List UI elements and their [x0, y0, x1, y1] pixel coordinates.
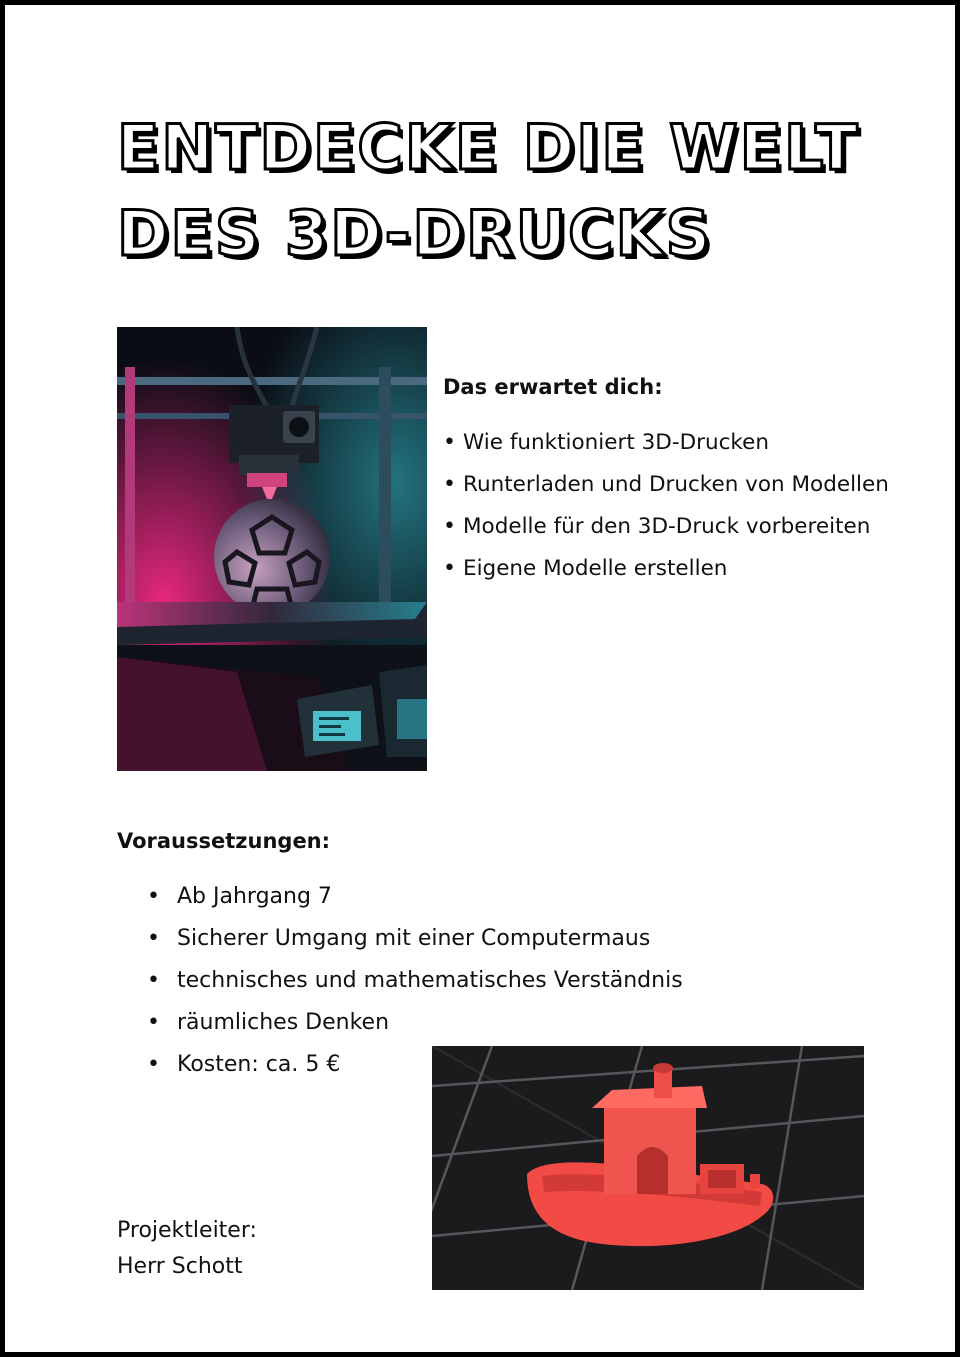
- project-lead-name: Herr Schott: [117, 1254, 243, 1279]
- requirement-item: • Ab Jahrgang 7: [145, 876, 683, 918]
- expectations-heading: Das erwartet dich:: [443, 375, 663, 399]
- requirements-heading: Voraussetzungen:: [117, 829, 331, 853]
- expectation-item: • Wie funktioniert 3D-Drucken: [443, 422, 889, 464]
- requirement-item: • räumliches Denken: [145, 1002, 683, 1044]
- title-line-2: DES 3D-DRUCKS: [117, 197, 713, 270]
- expectation-item: • Eigene Modelle erstellen: [443, 548, 889, 590]
- requirement-item: • technisches und mathematisches Verständnis: [145, 960, 683, 1002]
- requirement-item: • Kosten: ca. 5 €: [145, 1044, 683, 1086]
- 3d-printer-photo: [117, 327, 427, 771]
- project-lead: [117, 1213, 257, 1285]
- project-lead-label: Projektleiter:: [117, 1218, 257, 1243]
- expectation-item: • Runterladen und Drucken von Modellen: [443, 464, 889, 506]
- requirement-item: • Sicherer Umgang mit einer Computermaus: [145, 918, 683, 960]
- expectations-list: [443, 422, 889, 590]
- benchy-boat-photo: [432, 1046, 864, 1290]
- expectation-item: • Modelle für den 3D-Druck vorbereiten: [443, 506, 889, 548]
- title-line-1: ENTDECKE DIE WELT: [117, 111, 860, 184]
